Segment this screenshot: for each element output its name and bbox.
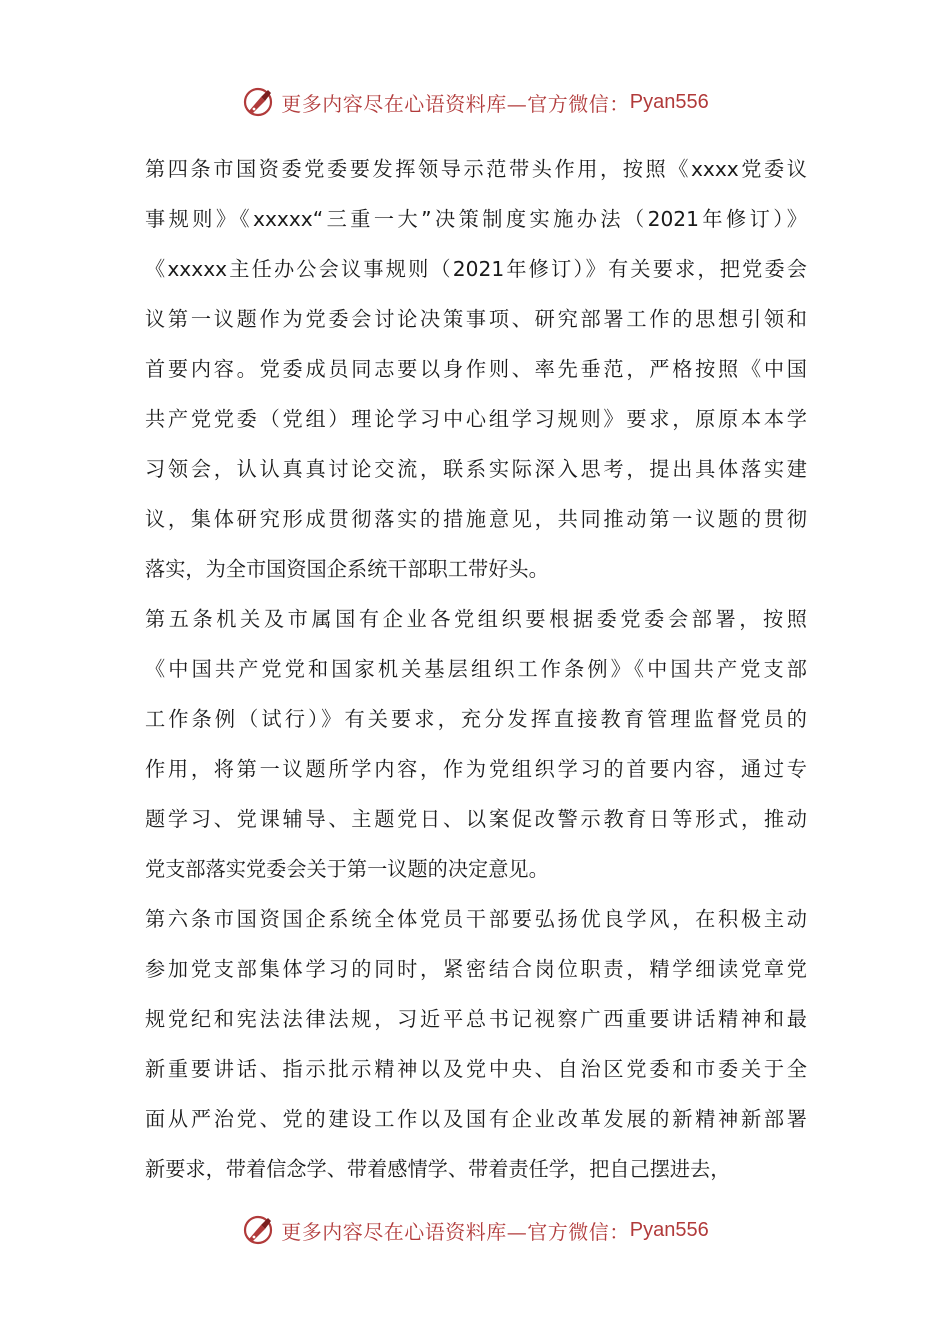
header-banner [0,82,950,122]
paragraph-article-5 [145,597,807,897]
text-line: 议第一议题作为党委会讨论决策事项、研究部署工作的思想引领和 [145,307,807,331]
text-line: 工作条例（试行）》有关要求，充分发挥直接教育管理监督党员的 [145,707,807,731]
text-line: 党支部落实党委会关于第一议题的决定意见。 [145,857,549,881]
text-line: 面从严治党、党的建设工作以及国有企业改革发展的新精神新部署 [145,1107,807,1131]
paragraph-article-6 [145,897,807,1197]
header-banner-text: 更多内容尽在心语资料库—官方微信： [281,91,630,116]
document-body [145,147,807,1197]
text-line: 规党纪和宪法法律法规，习近平总书记视察广西重要讲话精神和最 [145,1007,807,1031]
text-line: 落实，为全市国资国企系统干部职工带好头。 [145,557,549,581]
text-line: 参加党支部集体学习的同时，紧密结合岗位职责，精学细读党章党 [145,957,807,981]
text-line: 新要求，带着信念学、带着感情学、带着责任学，把自己摆进去， [145,1157,731,1181]
paragraph-article-4 [145,147,807,597]
pen-nib-logo-icon [241,85,275,119]
text-line: 共产党党委（党组）理论学习中心组学习规则》要求，原原本本学 [145,407,807,431]
text-line: 第六条市国资国企系统全体党员干部要弘扬优良学风，在积极主动 [145,907,807,931]
text-line: 作用，将第一议题所学内容，作为党组织学习的首要内容，通过专 [145,757,807,781]
header-wechat-id: Pyan556 [629,90,709,113]
text-line: 新重要讲话、指示批示精神以及党中央、自治区党委和市委关于全 [145,1057,807,1081]
footer-banner-text: 更多内容尽在心语资料库—官方微信： [281,1219,630,1244]
text-line: 事规则》《xxxxx“三重一大”决策制度实施办法（2021年修订）》 [145,207,807,231]
footer-wechat-id: Pyan556 [629,1218,709,1241]
text-line: 第五条机关及市属国有企业各党组织要根据委党委会部署，按照 [145,607,807,631]
text-line: 首要内容。党委成员同志要以身作则、率先垂范，严格按照《中国 [145,357,807,381]
pen-nib-logo-icon [241,1213,275,1247]
text-line: 议，集体研究形成贯彻落实的措施意见，共同推动第一议题的贯彻 [145,507,807,531]
footer-banner [0,1210,950,1250]
text-line: 《xxxxx主任办公会议事规则（2021年修订）》有关要求，把党委会 [145,257,807,281]
text-line: 题学习、党课辅导、主题党日、以案促改警示教育日等形式，推动 [145,807,807,831]
text-line: 第四条市国资委党委要发挥领导示范带头作用，按照《xxxx党委议 [145,157,807,181]
text-line: 《中国共产党党和国家机关基层组织工作条例》《中国共产党支部 [145,657,807,681]
text-line: 习领会，认认真真讨论交流，联系实际深入思考，提出具体落实建 [145,457,807,481]
